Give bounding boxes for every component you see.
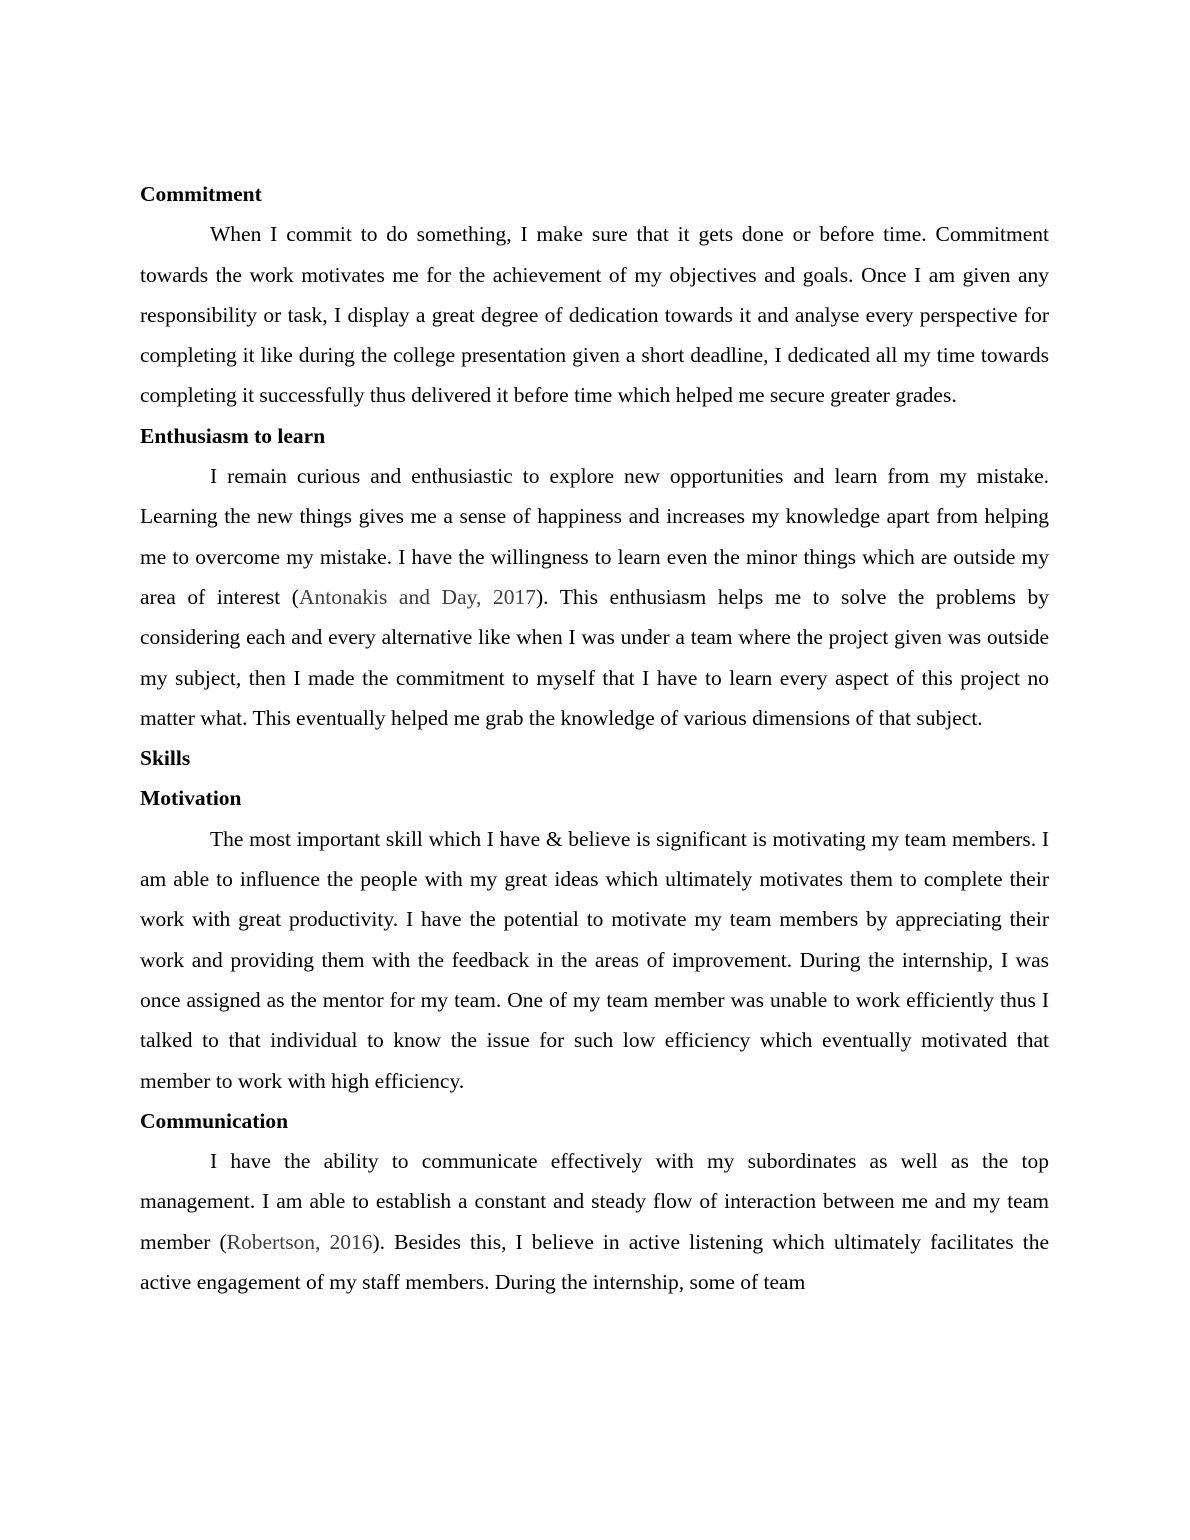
heading-enthusiasm: Enthusiasm to learn [140, 423, 326, 448]
paragraph-commitment: When I commit to do something, I make sure that it gets done or before time. Commitment towards the work motivates me for the achievement of my objectives and goals. Once I am given any responsibility or task, I display a great degree of dedication towards it and analyse every perspective for completing it like during the college presentation given a short deadline, I dedicated all my time towards completing it successfully thus delivered it before time which helped me secure greater grades. [140, 222, 1049, 408]
citation-robertson: Robertson, 2016 [226, 1229, 373, 1254]
paragraph-communication [140, 1141, 1049, 1302]
paragraph-enthusiasm [140, 456, 1049, 738]
heading-motivation: Motivation [140, 786, 242, 811]
paragraph-enthusiasm-text-2: ). This enthusiasm helps me to solve the problems by considering each and every alternative like when I was under a team where the project given was outside my subject, then I made the commitment to myself that I have to learn every aspect of this project no matter what. This eventually helped me grab the knowledge of various dimensions of that subject. [140, 584, 1049, 730]
heading-skills: Skills [140, 746, 191, 771]
document-body [140, 174, 1049, 1302]
heading-communication: Communication [140, 1108, 289, 1133]
paragraph-communication-text-1: I have the ability to communicate effectively with my subordinates as well as the top management. I am able to establish a constant and steady flow of interaction between me and my team member ( [140, 1149, 1049, 1254]
citation-antonakis-day: Antonakis and Day, 2017 [298, 584, 536, 609]
paragraph-motivation: The most important skill which I have & believe is significant is motivating my team members. I am able to influence the people with my great ideas which ultimately motivates them to complete their work with great productivity. I have the potential to motivate my team members by appreciating their work and providing them with the feedback in the areas of improvement. During the internship, I was once assigned as the mentor for my team. One of my team member was unable to work efficiently thus I talked to that individual to know the issue for such low efficiency which eventually motivated that member to work with high efficiency. [140, 826, 1049, 1093]
heading-commitment: Commitment [140, 182, 262, 206]
paragraph-communication-text-2: ). Besides this, I believe in active listening which ultimately facilitates the active engagement of my staff members. During the internship, some of team [140, 1229, 1049, 1295]
paragraph-enthusiasm-text-1: I remain curious and enthusiastic to explore new opportunities and learn from my mistake. Learning the new things gives me a sense of happiness and increases my knowledge apart from helping me to overcome my mistake. I have the willingness to learn even the minor things which are outside my area of interest ( [140, 464, 1049, 609]
